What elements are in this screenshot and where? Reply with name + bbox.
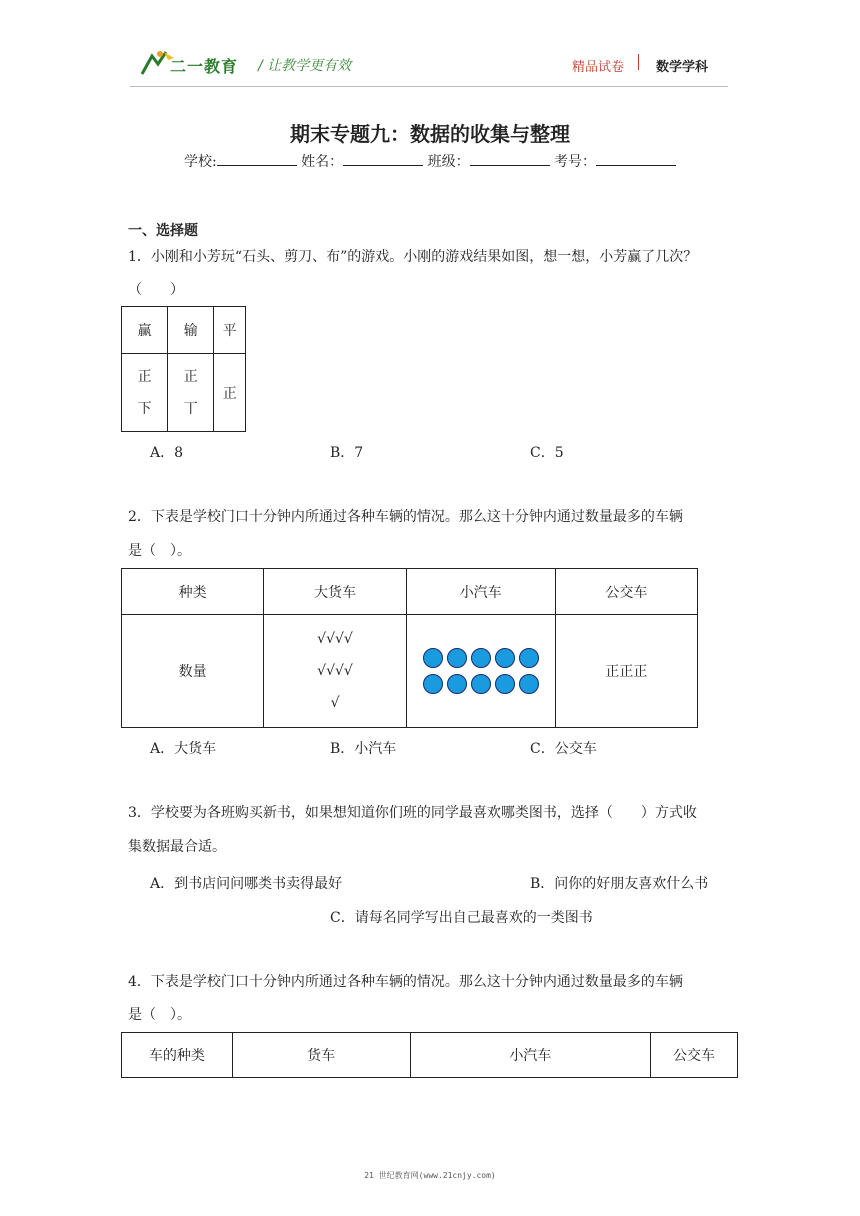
q1-option-c[interactable]: C．5 [530,445,564,461]
q1-tally-table [121,306,246,432]
brand-slogan: / 让教学更有效 [258,58,352,74]
car-circle [447,674,467,694]
q1-tally-lose [168,354,214,432]
car-circle [519,648,539,668]
school-blank[interactable] [217,151,297,166]
q2-header-type: 种类 [122,569,264,615]
car-circle [519,674,539,694]
car-circle [495,648,515,668]
name-label: 姓名： [301,154,344,170]
header-rule [130,86,728,87]
q2-car-circles [406,615,555,728]
header-divider [638,54,639,70]
q2-option-b[interactable]: B．小汽车 [330,741,397,757]
q2-option-c[interactable]: C．公交车 [530,741,597,757]
circle-grid [413,645,549,697]
tally-mark: 正 [183,368,198,385]
q1-tally-draw: 正 [214,354,246,432]
tally-mark: 正 [137,368,152,385]
q3-option-b[interactable]: B．问你的好朋友喜欢什么书 [530,876,709,892]
school-label: 学校: [183,154,217,170]
brand-name: 二一教育 [170,57,239,76]
product-label: 精品试卷 [572,60,625,75]
q4-header-bus: 公交车 [651,1033,738,1078]
car-circle [471,648,491,668]
exam-no-blank[interactable] [596,151,676,166]
q4-blank: 是（ ）。 [128,1007,191,1023]
exam-no-label: 考号： [554,154,597,170]
tick-mark: √√√√ [317,631,353,647]
tick-mark: √ [330,695,340,711]
q1-option-b[interactable]: B．7 [330,445,364,461]
q3-text: 3．学校要为各班购买新书，如果想知道你们班的同学最喜欢哪类图书，选择（ ）方式收 [128,805,697,821]
q3-option-a[interactable]: A．到书店问问哪类书卖得最好 [150,876,343,892]
q4-vehicle-table [121,1032,738,1078]
q3-text-cont: 集数据最合适。 [128,839,226,855]
class-label: 班级： [427,154,470,170]
q4-header-type: 车的种类 [122,1033,233,1078]
section-heading: 一、选择题 [128,223,198,239]
q2-truck-ticks [264,615,406,728]
q1-text: 1．小刚和小芳玩“石头、剪刀、布”的游戏。小刚的游戏结果如图，想一想，小芳赢了几次？ [128,249,698,265]
q1-header-lose: 输 [168,307,214,354]
q4-header-car: 小汽车 [410,1033,651,1078]
q2-header-truck: 大货车 [264,569,406,615]
class-blank[interactable] [470,151,550,166]
q2-vehicle-table [121,568,698,728]
tally-mark: 下 [137,400,152,417]
q2-option-a[interactable]: A．大货车 [150,741,217,757]
q4-text: 4．下表是学校门口十分钟内所通过各种车辆的情况。那么这十分钟内通过数量最多的车辆 [128,974,683,990]
name-blank[interactable] [343,151,423,166]
q1-option-a[interactable]: A．8 [150,445,184,461]
q2-blank: 是（ ）。 [128,543,191,559]
car-circle [423,674,443,694]
q2-bus-tally: 正正正 [555,615,697,728]
q1-tally-win [122,354,168,432]
q4-header-truck: 货车 [232,1033,410,1078]
q2-header-bus: 公交车 [555,569,697,615]
tally-mark: 丅 [183,400,198,417]
q2-text: 2．下表是学校门口十分钟内所通过各种车辆的情况。那么这十分钟内通过数量最多的车辆 [128,509,683,525]
tick-mark: √√√√ [317,663,353,679]
q1-header-win: 赢 [122,307,168,354]
q1-header-draw: 平 [214,307,246,354]
q2-row-label: 数量 [122,615,264,728]
student-info-line [0,151,860,171]
q3-option-c[interactable]: C．请每名同学写出自己最喜欢的一类图书 [330,910,593,926]
page-footer: 21 世纪教育网(www.21cnjy.com) [364,1171,496,1180]
q2-header-car: 小汽车 [406,569,555,615]
page-title: 期末专题九：数据的收集与整理 [290,122,570,146]
subject-label: 数学学科 [656,60,709,75]
car-circle [471,674,491,694]
car-circle [423,648,443,668]
car-circle [495,674,515,694]
q1-blank: （ ） [128,282,184,298]
car-circle [447,648,467,668]
